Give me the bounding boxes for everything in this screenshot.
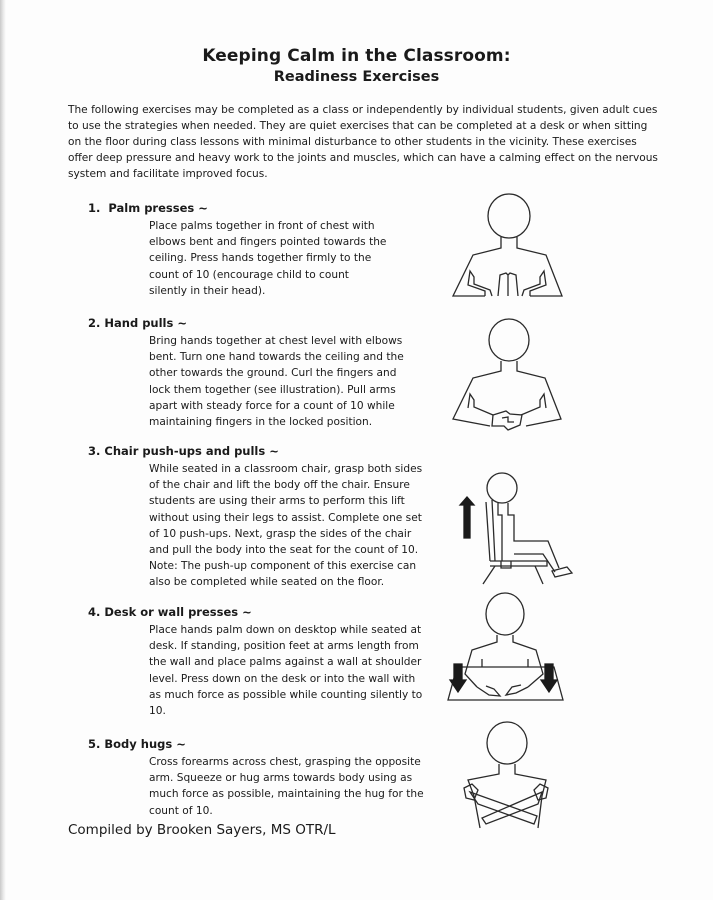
exercise-heading-2: [88, 316, 187, 330]
hands-shape: [498, 273, 518, 296]
hands-shape: [477, 685, 528, 696]
author-credit: Compiled by Brooken Sayers, MS OTR/L: [68, 822, 336, 838]
exercise-description-5: Cross forearms across chest, grasping the opposite arm. Squeeze or hug arms towards body using as much force as possible, maintaining the hug for the count of 10.: [149, 756, 424, 817]
exercise-name: Body hugs ~: [104, 737, 186, 751]
exercise-name: Desk or wall presses ~: [104, 605, 252, 619]
head-shape: [486, 593, 524, 635]
locked-hands-shape: [492, 411, 522, 430]
torso-outline: [465, 635, 543, 687]
exercise-name: Hand pulls ~: [104, 316, 187, 330]
page-subtitle: Readiness Exercises: [273, 69, 440, 85]
exercise-description-1: Place palms together in front of chest with elbows bent and fingers pointed towards the ceiling. Press hands together firmly to the count of 10 (encourage child to count silently in their head).: [149, 220, 387, 297]
head-shape: [487, 473, 517, 503]
body-outline: [498, 503, 559, 572]
intro-paragraph: The following exercises may be completed as a class or independently by individual students, given adult cues to use the strategies when needed. They are quiet exercises that can be completed at a desk or when sitting on the floor during class lessons with minimal disturbance to other students in the vicinity. These exercises offer deep pressure and heavy work to the joints and muscles, which can have a calming effect on the nervous system and facilitate improved focus.: [68, 104, 658, 180]
exercise-number: 3.: [88, 444, 101, 458]
exercise-name: Chair push-ups and pulls ~: [104, 444, 279, 458]
chair-back: [486, 500, 495, 561]
palm-press-figure: [448, 193, 568, 303]
head-shape: [487, 722, 527, 764]
scan-edge-shadow: [0, 0, 6, 900]
torso-outline: [453, 361, 561, 426]
exercise-number: 4.: [88, 605, 101, 619]
head-shape: [489, 319, 529, 361]
body-hug-figure: [452, 718, 562, 833]
hand-pull-figure: [448, 318, 568, 433]
exercise-heading-3: [88, 444, 279, 458]
head-shape: [488, 194, 530, 238]
chest-line: [482, 659, 528, 667]
exercise-description-3: While seated in a classroom chair, grasp both sides of the chair and lift the body off the chair. Ensure students are using their arms to perform this lift without using their legs to assist. Complete one set of 10 push-ups. Next, grasp the sides of the chair and pull the body into the seat for the count of 10. Note: The push-up component of this exercise can also be completed while seated on the floor.: [149, 463, 423, 589]
desk-press-figure: [444, 592, 569, 707]
exercise-heading-1: [88, 201, 208, 215]
exercise-number: 5.: [88, 737, 101, 751]
chair-seat: [490, 561, 547, 566]
hand-on-seat: [501, 561, 511, 568]
chair-legs: [483, 566, 543, 584]
exercise-number: 1.: [88, 201, 101, 215]
down-arrow-left-icon: [450, 664, 466, 692]
page-title: Keeping Calm in the Classroom:: [202, 46, 511, 66]
up-arrow-icon: [460, 497, 474, 538]
exercise-description-4: Place hands palm down on desktop while seated at desk. If standing, position feet at arms length from the wall and place palms against a wall at shoulder level. Press down on the desk or into the wall with as much force as possible while counting silently to 10.: [149, 624, 423, 718]
exercise-heading-5: [88, 737, 186, 751]
exercise-number: 2.: [88, 316, 101, 330]
exercise-name: Palm presses ~: [108, 201, 208, 215]
exercise-heading-4: [88, 605, 252, 619]
exercise-description-2: Bring hands together at chest level with elbows bent. Turn one hand towards the ceiling and the other towards the ground. Curl the fingers and lock them together (see illustration). Pull arms apart with steady force for a count of 10 while maintaining fingers in the locked position.: [149, 335, 404, 429]
chair-pushup-figure: [455, 460, 575, 585]
